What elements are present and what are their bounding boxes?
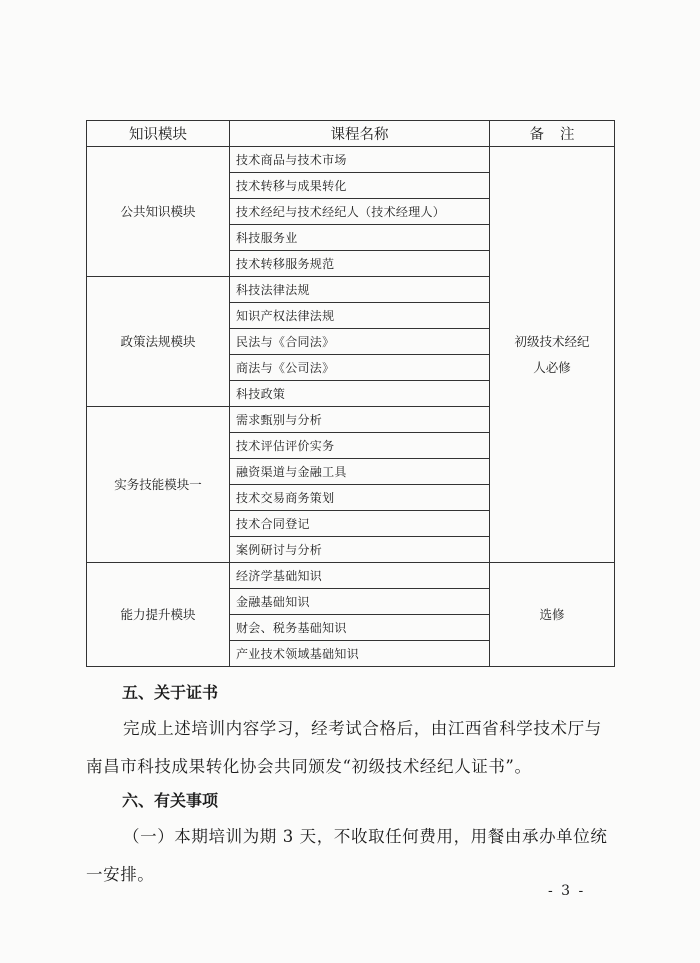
course-cell: 民法与《合同法》 — [230, 329, 490, 355]
note-cell-required — [490, 147, 615, 563]
table-row — [87, 563, 615, 589]
course-cell: 案例研讨与分析 — [230, 537, 490, 563]
section-5-heading: 五、关于证书 — [122, 683, 219, 702]
course-cell: 技术转移与成果转化 — [230, 173, 490, 199]
header-module: 知识模块 — [87, 121, 230, 147]
section-6-paragraph: （一）本期培训为期 3 天，不收取任何费用，用餐由承办单位统一安排。 — [86, 827, 608, 884]
course-cell: 商法与《公司法》 — [230, 355, 490, 381]
course-cell: 技术评估评价实务 — [230, 433, 490, 459]
note-cell-elective: 选修 — [490, 563, 615, 667]
module-cell: 公共知识模块 — [87, 147, 230, 277]
section-5-paragraph: 完成上述培训内容学习，经考试合格后，由江西省科学技术厅与南昌市科技成果转化协会共同颁发“初级技术经纪人证书”。 — [86, 719, 602, 776]
course-cell: 融资渠道与金融工具 — [230, 459, 490, 485]
header-course: 课程名称 — [230, 121, 490, 147]
course-table — [86, 120, 615, 667]
course-cell: 需求甄别与分析 — [230, 407, 490, 433]
course-cell: 科技服务业 — [230, 225, 490, 251]
module-cell: 实务技能模块一 — [87, 407, 230, 563]
course-cell: 产业技术领域基础知识 — [230, 641, 490, 667]
table-header-row — [87, 121, 615, 147]
page-number: - 3 - — [548, 883, 586, 899]
course-cell: 金融基础知识 — [230, 589, 490, 615]
course-cell: 技术交易商务策划 — [230, 485, 490, 511]
section-6-heading: 六、有关事项 — [122, 791, 219, 810]
note-required-text: 初级技术经纪人必修 — [514, 333, 590, 375]
course-cell: 科技法律法规 — [230, 277, 490, 303]
module-cell: 政策法规模块 — [87, 277, 230, 407]
table-row — [87, 147, 615, 173]
course-cell: 技术合同登记 — [230, 511, 490, 537]
course-cell: 技术转移服务规范 — [230, 251, 490, 277]
course-cell: 知识产权法律法规 — [230, 303, 490, 329]
header-note: 备注 — [490, 121, 615, 147]
course-cell: 科技政策 — [230, 381, 490, 407]
course-cell: 财会、税务基础知识 — [230, 615, 490, 641]
course-cell: 经济学基础知识 — [230, 563, 490, 589]
course-cell: 技术商品与技术市场 — [230, 147, 490, 173]
module-cell: 能力提升模块 — [87, 563, 230, 667]
course-cell: 技术经纪与技术经纪人（技术经理人） — [230, 199, 490, 225]
